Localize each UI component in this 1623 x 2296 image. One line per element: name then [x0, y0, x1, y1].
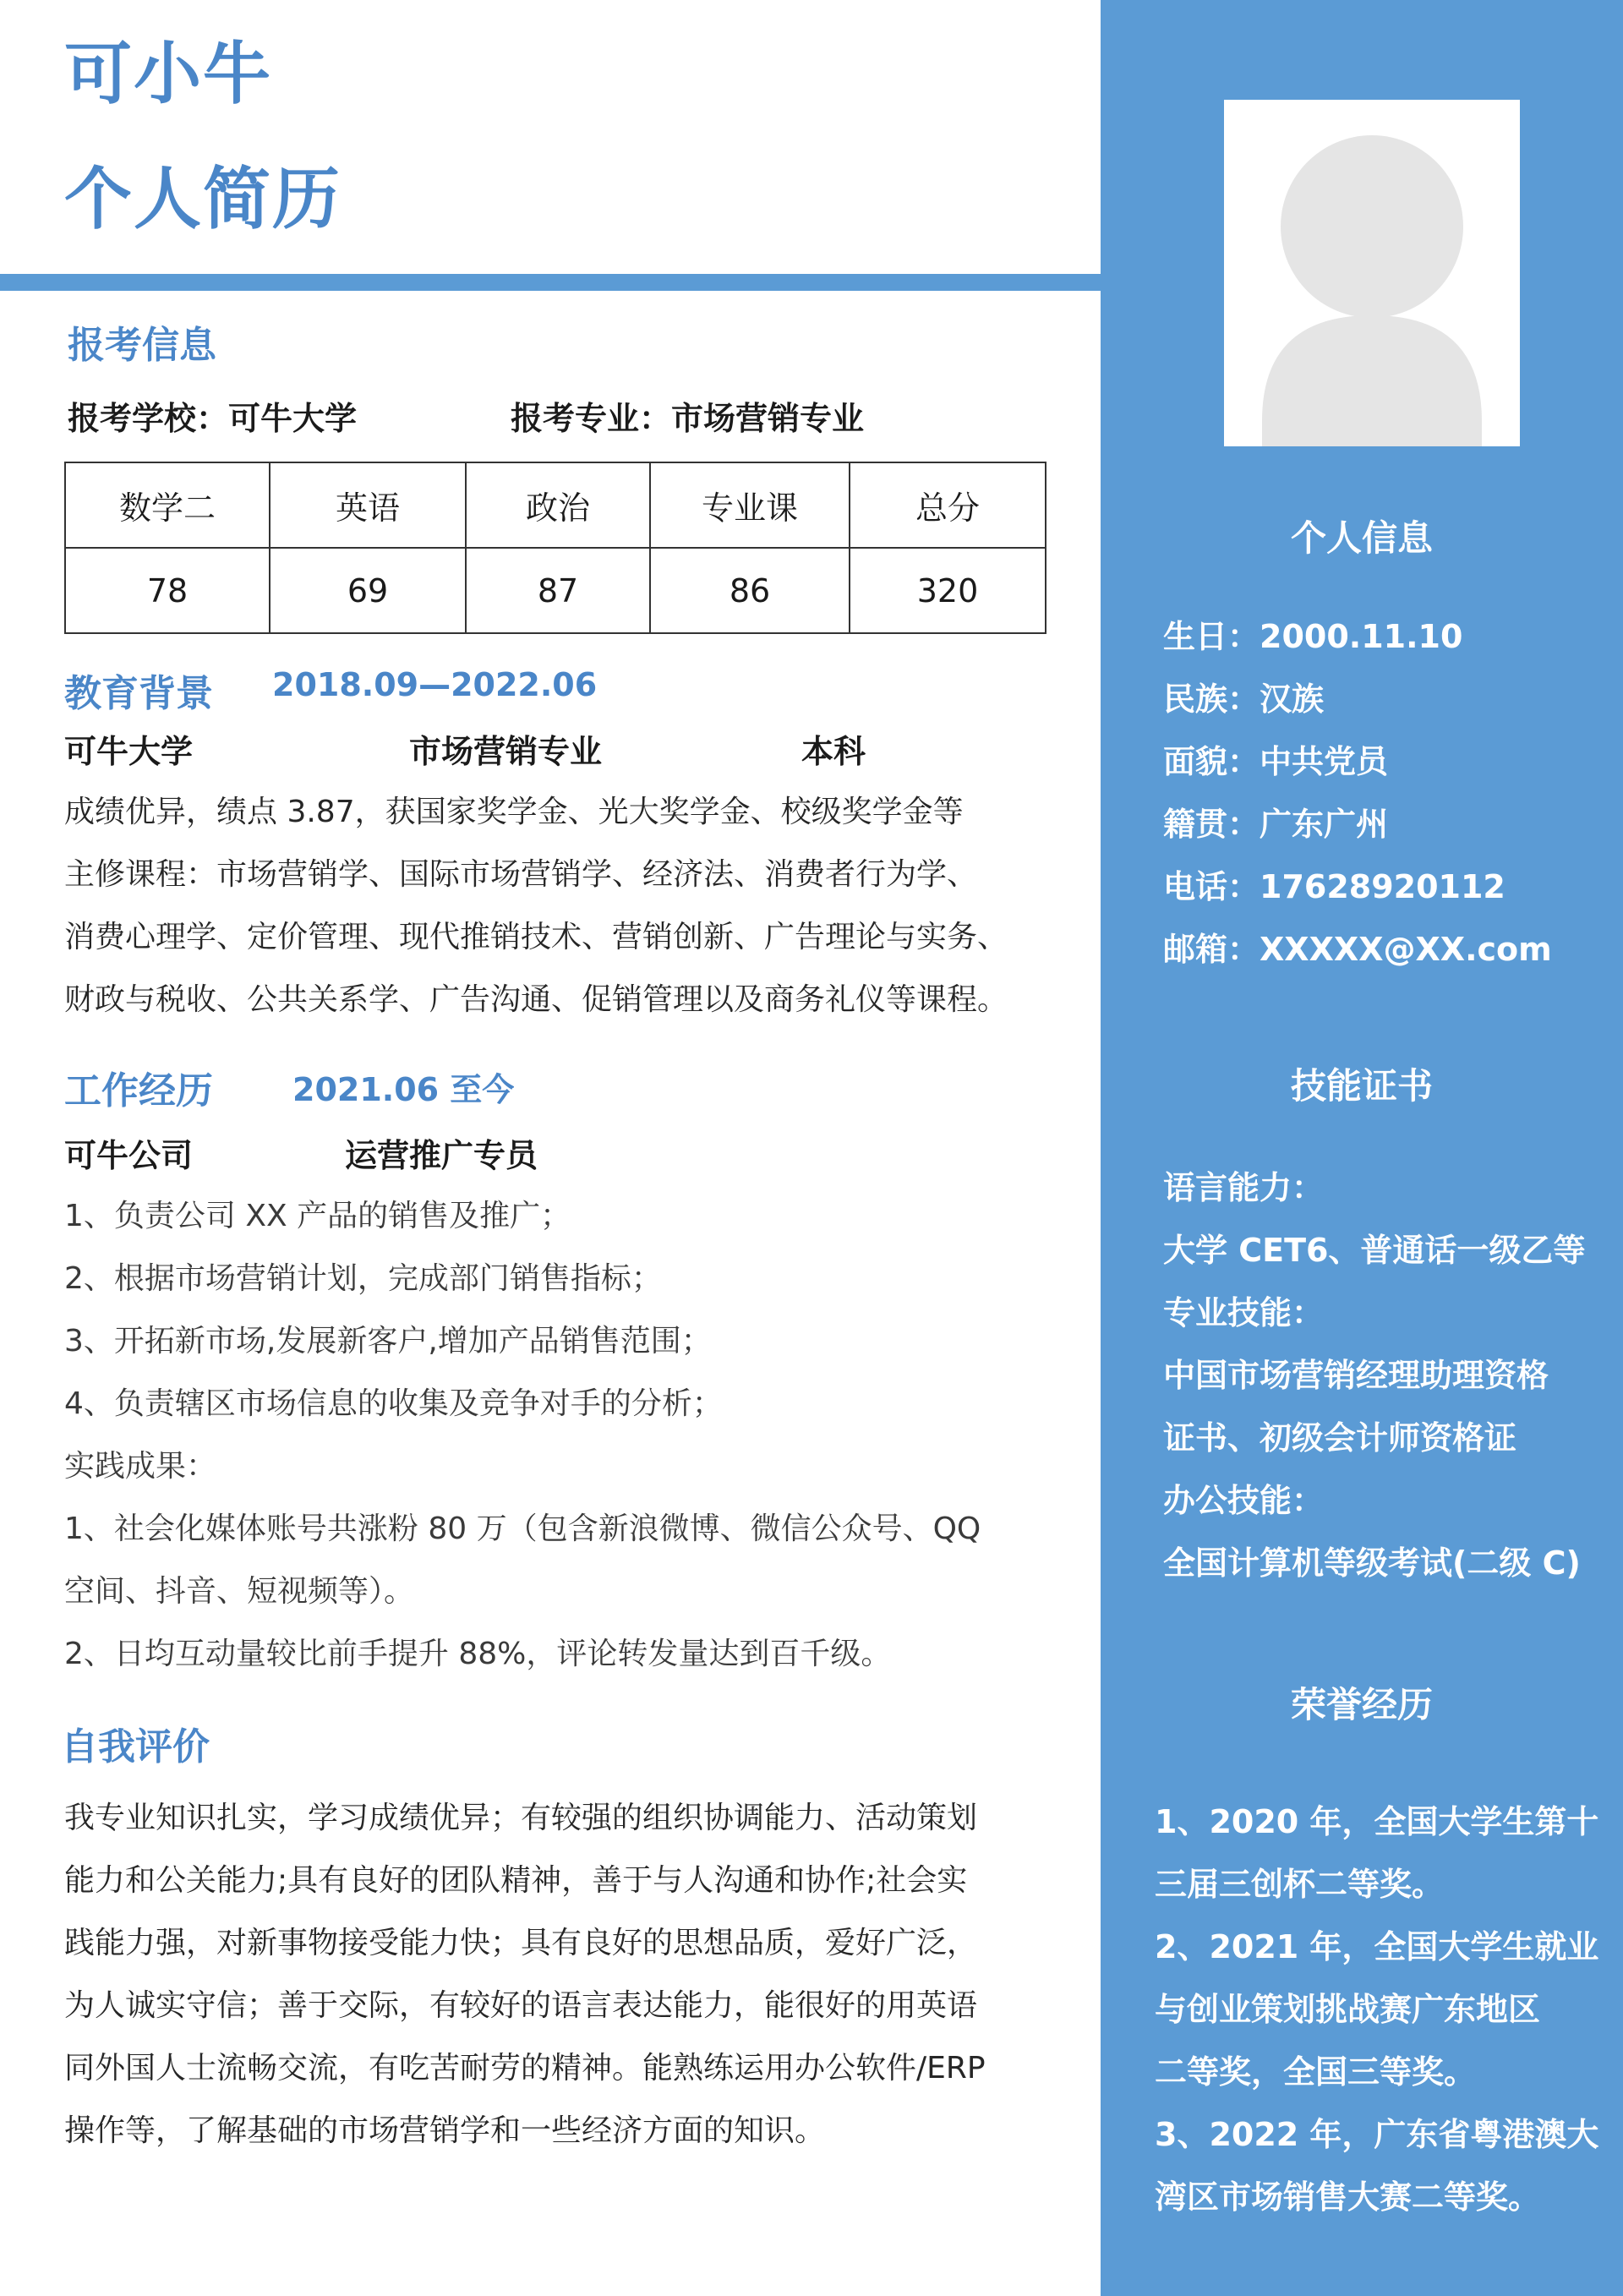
- skills-heading: 技能证书: [1290, 1065, 1433, 1107]
- exam-info-heading: 报考信息: [68, 324, 216, 367]
- exam-major: 报考专业：市场营销专业: [511, 400, 865, 437]
- personal-phone: 电话：17628920112: [1163, 868, 1506, 905]
- user-silhouette-icon: [1224, 100, 1520, 446]
- skill-line: 语言能力：: [1163, 1169, 1325, 1206]
- score-cell: 320: [850, 548, 1046, 633]
- education-line: 财政与税收、公共关系学、广告沟通、促销管理以及商务礼仪等课程。: [64, 982, 1008, 1017]
- honor-line: 湾区市场销售大赛二等奖。: [1155, 2178, 1541, 2216]
- header-divider: [0, 274, 1101, 291]
- resume-title: 个人简历: [64, 160, 342, 238]
- exam-school: 报考学校：可牛大学: [68, 400, 358, 437]
- work-line: 空间、抖音、短视频等）。: [64, 1574, 415, 1609]
- score-cell: 69: [270, 548, 466, 633]
- self-eval-line: 我专业知识扎实，学习成绩优异；有较强的组织协调能力、活动策划: [64, 1801, 978, 1835]
- work-dates: 2021.06 至今: [292, 1071, 515, 1108]
- honor-line: 三届三创杯二等奖。: [1155, 1866, 1445, 1903]
- score-cell: 87: [466, 548, 650, 633]
- work-line: 实践成果：: [64, 1449, 217, 1484]
- personal-hometown: 籍贯：广东广州: [1163, 806, 1389, 843]
- honors-heading: 荣誉经历: [1290, 1684, 1433, 1725]
- score-cell: 86: [650, 548, 850, 633]
- work-line: 1、负责公司 XX 产品的销售及推广；: [64, 1199, 571, 1233]
- education-heading: 教育背景: [64, 672, 213, 715]
- personal-political-status: 面貌：中共党员: [1163, 743, 1389, 780]
- work-position: 运营推广专员: [345, 1137, 538, 1174]
- work-line: 3、开拓新市场,发展新客户,增加产品销售范围；: [64, 1324, 712, 1358]
- education-school: 可牛大学: [64, 733, 194, 770]
- subject-cell: 英语: [270, 462, 466, 548]
- self-eval-line: 同外国人士流畅交流，有吃苦耐劳的精神。能熟练运用办公软件/ERP: [64, 2051, 986, 2086]
- subject-cell: 政治: [466, 462, 650, 548]
- education-line: 成绩优异，绩点 3.87，获国家奖学金、光大奖学金、校级奖学金等: [64, 795, 964, 829]
- education-major: 市场营销专业: [409, 733, 603, 770]
- self-eval-line: 能力和公关能力;具有良好的团队精神，善于与人沟通和协作;社会实: [64, 1863, 968, 1898]
- work-line: 2、根据市场营销计划，完成部门销售指标；: [64, 1261, 662, 1296]
- self-eval-line: 践能力强，对新事物接受能力快；具有良好的思想品质，爱好广泛，: [64, 1926, 978, 1960]
- personal-email: 邮箱：XXXXX@XX.com: [1163, 931, 1552, 968]
- honor-line: 2、2021 年，全国大学生就业: [1155, 1928, 1599, 1965]
- subject-cell: 专业课: [650, 462, 850, 548]
- work-line: 1、社会化媒体账号共涨粉 80 万（包含新浪微博、微信公众号、QQ: [64, 1512, 981, 1546]
- honor-line: 1、2020 年，全国大学生第十: [1155, 1803, 1599, 1840]
- education-line: 消费心理学、定价管理、现代推销技术、营销创新、广告理论与实务、: [64, 920, 1008, 954]
- skill-line: 证书、初级会计师资格证: [1163, 1419, 1517, 1457]
- self-eval-line: 操作等，了解基础的市场营销学和一些经济方面的知识。: [64, 2113, 826, 2148]
- skill-line: 专业技能：: [1163, 1294, 1325, 1331]
- self-eval-line: 为人诚实守信；善于交际，有较好的语言表达能力，能很好的用英语: [64, 1988, 978, 2023]
- skill-line: 全国计算机等级考试(二级 C): [1163, 1544, 1581, 1582]
- honor-line: 与创业策划挑战赛广东地区: [1155, 1991, 1541, 2028]
- score-table-header-row: [65, 462, 1046, 548]
- score-table-value-row: [65, 548, 1046, 633]
- personal-ethnicity: 民族：汉族: [1163, 681, 1325, 718]
- subject-cell: 数学二: [65, 462, 270, 548]
- skill-line: 办公技能：: [1163, 1482, 1325, 1519]
- personal-info-heading: 个人信息: [1290, 517, 1433, 559]
- honor-line: 3、2022 年，广东省粤港澳大: [1155, 2116, 1599, 2153]
- work-line: 4、负责辖区市场信息的收集及竞争对手的分析；: [64, 1386, 723, 1421]
- self-eval-heading: 自我评价: [61, 1725, 210, 1768]
- work-heading: 工作经历: [64, 1069, 213, 1112]
- personal-birthday: 生日：2000.11.10: [1163, 618, 1463, 655]
- score-table: [64, 462, 1046, 634]
- score-cell: 78: [65, 548, 270, 633]
- education-line: 主修课程：市场营销学、国际市场营销学、经济法、消费者行为学、: [64, 857, 978, 892]
- work-company: 可牛公司: [64, 1137, 194, 1174]
- education-dates: 2018.09—2022.06: [272, 666, 598, 703]
- skill-line: 中国市场营销经理助理资格: [1163, 1357, 1549, 1394]
- profile-photo: [1224, 100, 1520, 446]
- skill-line: 大学 CET6、普通话一级乙等: [1163, 1232, 1586, 1269]
- education-degree: 本科: [801, 733, 866, 770]
- work-line: 2、日均互动量较比前手提升 88%，评论转发量达到百千级。: [64, 1637, 892, 1671]
- subject-cell: 总分: [850, 462, 1046, 548]
- resume-name: 可小牛: [64, 35, 272, 113]
- honor-line: 二等奖，全国三等奖。: [1155, 2053, 1477, 2091]
